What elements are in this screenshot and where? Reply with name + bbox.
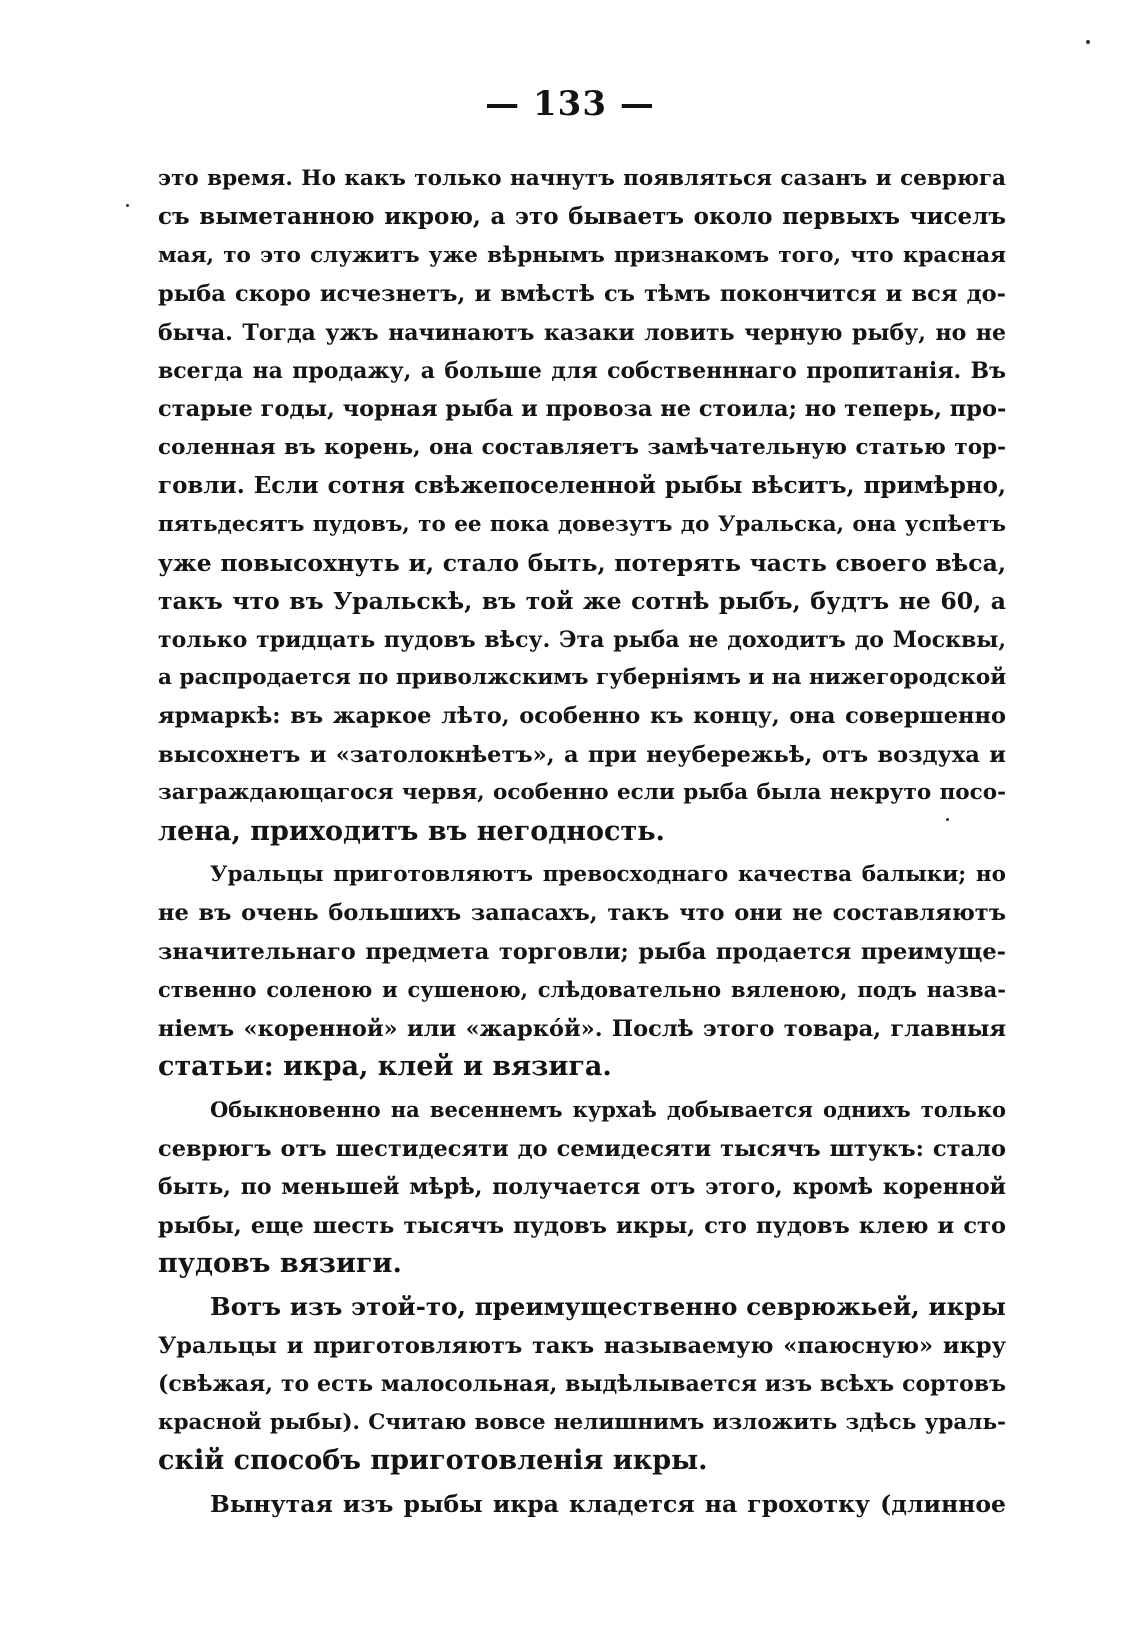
text-line: севрюгъ отъ шестидесяти до семидесяти тысячъ штукъ: стало	[158, 1135, 1006, 1162]
text-line: ственно соленою и сушеною, слѣдовательно вяленою, подъ назва-	[158, 977, 1006, 1003]
text-line: только тридцать пудовъ вѣсу. Эта рыба не доходитъ до Москвы,	[158, 626, 1006, 653]
text-line: это время. Но какъ только начнутъ появляться сазанъ и севрюга	[158, 166, 1006, 191]
scan-speck	[946, 818, 949, 821]
text-line: Уральцы и приготовляютъ такъ называемую «паюсную» икру	[158, 1332, 1006, 1359]
text-line: а распродается по приволжскимъ губерніямъ и на нижегородской	[158, 665, 1006, 691]
page-number: — 133 —	[485, 84, 655, 124]
text-line: Вотъ изъ этой-то, преимущественно севрюжьей, икры	[210, 1292, 1006, 1322]
text-line: (свѣжая, то есть малосольная, выдѣлывается изъ всѣхъ сортовъ	[158, 1371, 1006, 1398]
text-line: пудовъ вязиги.	[158, 1247, 402, 1279]
text-line: высохнетъ и «затолокнѣетъ», а при неубережьѣ, отъ воздуха и	[158, 741, 1006, 768]
text-line: скій способъ приготовленія икры.	[158, 1444, 708, 1476]
text-line: рыба скоро исчезнетъ, и вмѣстѣ съ тѣмъ покончится и вся до-	[158, 281, 1006, 308]
text-line: ярмаркѣ: въ жаркое лѣто, особенно къ концу, она совершенно	[158, 703, 1006, 730]
scan-speck	[126, 204, 129, 207]
text-line: значительнаго предмета торговли; рыба продается преимуще-	[158, 938, 1006, 965]
text-line: статьи: икра, клей и вязига.	[158, 1050, 612, 1082]
body-text	[158, 160, 1006, 1524]
text-line: съ выметанною икрою, а это бываетъ около первыхъ чиселъ	[158, 203, 1006, 231]
text-line: лена, приходитъ въ негодность.	[158, 815, 665, 847]
paragraph	[158, 1091, 1006, 1283]
text-line: такъ что въ Уральскѣ, въ той же сотнѣ рыбъ, будтъ не 60, а	[158, 587, 1006, 616]
text-line: ніемъ «коренной» или «жаркóй». Послѣ этого товара, главныя	[158, 1015, 1006, 1042]
text-line: Уральцы приготовляютъ превосходнаго качества балыки; но	[210, 862, 1006, 888]
paragraph	[158, 1485, 1006, 1523]
text-line: пятьдесятъ пудовъ, то ее пока довезутъ до Уральска, она успѣетъ	[158, 511, 1006, 537]
text-line: быча. Тогда ужъ начинаютъ казаки ловить черную рыбу, но не	[158, 319, 1006, 346]
text-line: говли. Если сотня свѣжепоселенной рыбы вѣситъ, примѣрно,	[158, 472, 1006, 500]
paragraph	[158, 160, 1006, 851]
text-line: мая, то это служитъ уже вѣрнымъ признакомъ того, что красная	[158, 242, 1006, 268]
text-line: всегда на продажу, а больше для собственннаго пропитанія. Въ	[158, 357, 1006, 384]
text-line: рыбы, еще шесть тысячъ пудовъ икры, сто пудовъ клею и сто	[158, 1212, 1006, 1239]
text-line: старые годы, чорная рыба и провоза не стоила; но теперь, про-	[158, 396, 1006, 423]
text-line: соленная въ корень, она составляетъ замѣчательную статью тор-	[158, 434, 1006, 460]
text-line: красной рыбы). Считаю вовсе нелишнимъ изложить здѣсь ураль-	[158, 1409, 1006, 1435]
text-line: заграждающагося червя, особенно если рыба была некруто посо-	[158, 780, 1006, 806]
text-line: Обыкновенно на весеннемъ курхаѣ добывается однихъ только	[210, 1097, 1006, 1123]
scan-speck	[1086, 40, 1090, 44]
paragraph	[158, 856, 1006, 1086]
paragraph	[158, 1288, 1006, 1480]
text-line: уже повысохнуть и, стало быть, потерять часть своего вѣса,	[158, 548, 1006, 577]
text-line: быть, по меньшей мѣрѣ, получается отъ этого, кромѣ коренной	[158, 1174, 1006, 1201]
text-line: не въ очень большихъ запасахъ, такъ что они не составляютъ	[158, 900, 1006, 927]
text-line: Вынутая изъ рыбы икра кладется на грохотку (длинное	[210, 1490, 1006, 1519]
